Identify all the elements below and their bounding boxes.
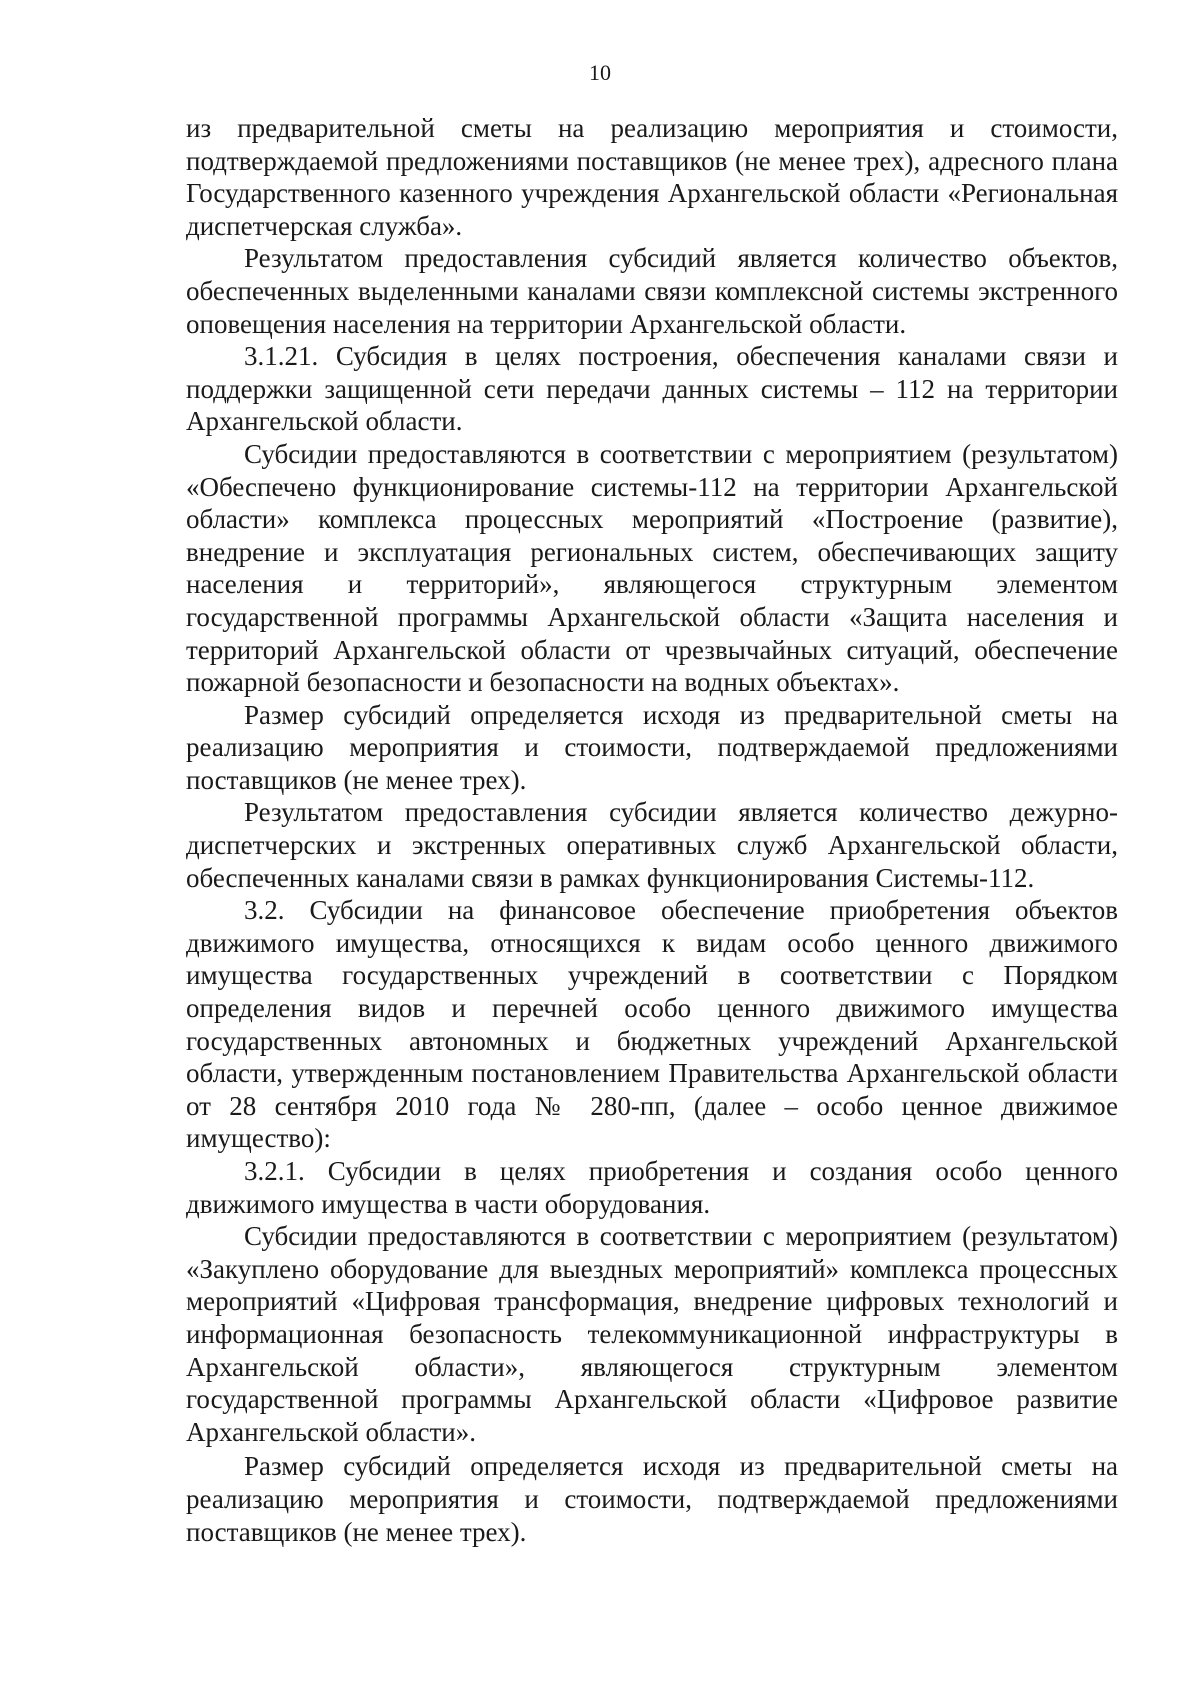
- paragraph-result-notification: Результатом предоставления субсидий является количество объектов, обеспеченных выделенными каналами связи комплексной системы экстренного оповещения населения на территории Архангельской области.: [186, 243, 1118, 339]
- document-body: [186, 112, 1118, 1548]
- paragraph-result-112: Результатом предоставления субсидии является количество дежурно-диспетчерских и экстренных оперативных служб Архангельской области, обеспеченных каналами связи в рамках функционирования Системы-112.: [186, 797, 1118, 893]
- paragraph-subsidy-provision-equipment: Субсидии предоставляются в соответствии с мероприятием (результатом) «Закуплено оборудование для выездных мероприятий» комплекса процессных мероприятий «Цифровая трансформация, внедрение цифровых технологий и информационная безопасность телекоммуникационной инфраструктуры в Архангельской области», являющегося структурным элементом государственной программы Архангельской области «Цифровое развитие Архангельской области».: [186, 1221, 1118, 1447]
- paragraph-subsidy-provision-112: Субсидии предоставляются в соответствии с мероприятием (результатом) «Обеспечено функционирование системы-112 на территории Архангельской области» комплекса процессных мероприятий «Построение (развитие), внедрение и эксплуатация региональных систем, обеспечивающих защиту населения и территорий», являющегося структурным элементом государственной программы Архангельской области «Защита населения и территорий Архангельской области от чрезвычайных ситуаций, обеспечение пожарной безопасности и безопасности на водных объектах».: [186, 438, 1118, 698]
- paragraph-3-1-21: 3.1.21. Субсидия в целях построения, обеспечения каналами связи и поддержки защищенной сети передачи данных системы – 112 на территории Архангельской области.: [186, 341, 1118, 437]
- paragraph-3-2-1: 3.2.1. Субсидии в целях приобретения и создания особо ценного движимого имущества в части оборудования.: [186, 1156, 1118, 1219]
- paragraph-3-2: 3.2. Субсидии на финансовое обеспечение приобретения объектов движимого имущества, относящихся к видам особо ценного движимого имущества государственных учреждений в соответствии с Порядком определения видов и перечней особо ценного движимого имущества государственных автономных и бюджетных учреждений Архангельской области, утвержденным постановлением Правительства Архангельской области от 28 сентября 2010 года № 280-пп, (далее – особо ценное движимое имущество):: [186, 895, 1118, 1154]
- paragraph-continuation: из предварительной сметы на реализацию мероприятия и стоимости, подтверждаемой предложениями поставщиков (не менее трех), адресного плана Государственного казенного учреждения Архангельской области «Региональная диспетчерская служба».: [186, 113, 1118, 241]
- paragraph-subsidy-size-equipment: Размер субсидий определяется исходя из предварительной сметы на реализацию мероприятия и стоимости, подтверждаемой предложениями поставщиков (не менее трех).: [186, 1451, 1118, 1547]
- page-number: 10: [589, 60, 611, 85]
- paragraph-subsidy-size-112: Размер субсидий определяется исходя из предварительной сметы на реализацию мероприятия и стоимости, подтверждаемой предложениями поставщиков (не менее трех).: [186, 699, 1118, 795]
